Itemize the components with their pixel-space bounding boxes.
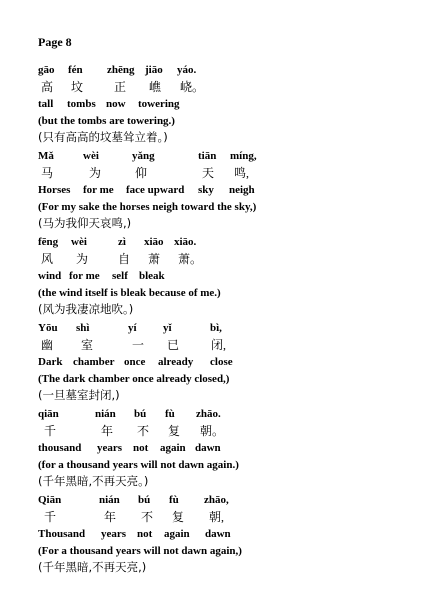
pinyin-line [38, 148, 418, 165]
chinese-translation: (只有高高的坟墓耸立着。) [38, 130, 168, 144]
hanzi-char: 室 [81, 338, 94, 352]
hanzi-char: 不 [141, 510, 154, 524]
pinyin-line [38, 62, 418, 79]
hanzi-char: 朝。 [200, 424, 225, 438]
hanzi-char: 萧。 [178, 252, 203, 266]
hanzi-char: 嶕 [149, 80, 162, 94]
stanza-5 [38, 406, 418, 489]
gloss-word: Dark [38, 356, 63, 368]
pinyin-word: bú [134, 408, 147, 420]
hanzi-char: 一 [132, 338, 145, 352]
pinyin-word: bú [138, 494, 151, 506]
chinese-translation: (风为我凄凉地吹。) [38, 302, 134, 316]
hanzi-line [38, 79, 418, 96]
hanzi-char: 为 [89, 166, 102, 180]
pinyin-word: zhāo. [196, 408, 221, 420]
hanzi-char: 年 [104, 510, 117, 524]
hanzi-char: 仰 [135, 166, 148, 180]
stanza-6 [38, 492, 418, 575]
hanzi-char: 年 [101, 424, 114, 438]
gloss-word: again [164, 528, 190, 540]
hanzi-char: 千 [44, 424, 57, 438]
gloss-line [38, 526, 418, 543]
pinyin-word: yǎng [132, 150, 155, 162]
stanza-3 [38, 234, 418, 317]
hanzi-line [38, 337, 418, 354]
pinyin-word: nián [99, 494, 120, 506]
pinyin-line [38, 320, 418, 337]
hanzi-char: 高 [41, 80, 54, 94]
hanzi-char: 萧 [148, 252, 161, 266]
hanzi-char: 自 [118, 252, 131, 266]
pinyin-word: shì [76, 322, 90, 334]
page-title: Page 8 [38, 35, 72, 49]
hanzi-char: 复 [168, 424, 181, 438]
hanzi-char: 峣。 [180, 80, 205, 94]
pinyin-word: gāo [38, 64, 55, 76]
gloss-line [38, 440, 418, 457]
pinyin-word: zì [118, 236, 126, 248]
gloss-word: again [160, 442, 186, 454]
chinese-translation: (马为我仰天哀鸣,) [38, 216, 132, 230]
gloss-word: tall [38, 98, 54, 110]
pinyin-word: míng, [230, 150, 257, 162]
gloss-line [38, 96, 418, 113]
hanzi-char: 为 [76, 252, 89, 266]
pinyin-word: nián [95, 408, 116, 420]
pinyin-line [38, 492, 418, 509]
gloss-word: for me [83, 184, 114, 196]
gloss-word: not [137, 528, 153, 540]
stanza-4 [38, 320, 418, 403]
stanza-1 [38, 62, 418, 145]
gloss-word: wind [38, 270, 62, 282]
hanzi-line [38, 509, 418, 526]
english-translation: (the wind itself is bleak because of me.) [38, 287, 221, 299]
gloss-word: for me [69, 270, 100, 282]
english-translation: (The dark chamber once already closed,) [38, 373, 230, 385]
hanzi-char: 马 [41, 166, 54, 180]
pinyin-word: qiān [38, 408, 59, 420]
gloss-word: dawn [195, 442, 221, 454]
stanza-2 [38, 148, 418, 231]
pinyin-word: Qiān [38, 494, 62, 506]
gloss-word: neigh [229, 184, 255, 196]
hanzi-char: 正 [114, 80, 127, 94]
hanzi-char: 已 [167, 338, 180, 352]
gloss-word: thousand [38, 442, 82, 454]
gloss-word: self [112, 270, 128, 282]
pinyin-word: Yōu [38, 322, 58, 334]
pinyin-word: yí [128, 322, 137, 334]
pinyin-word: zhāo, [204, 494, 229, 506]
hanzi-char: 天 [202, 166, 215, 180]
pinyin-word: fù [169, 494, 179, 506]
chinese-translation: (千年黑暗,不再天亮,) [38, 560, 147, 574]
gloss-word: tombs [67, 98, 96, 110]
pinyin-word: yáo. [177, 64, 197, 76]
pinyin-word: xiāo [144, 236, 164, 248]
gloss-word: Horses [38, 184, 71, 196]
hanzi-char: 复 [172, 510, 185, 524]
gloss-word: years [97, 442, 123, 454]
english-translation: (For my sake the horses neigh toward the sky,) [38, 201, 257, 213]
gloss-word: years [101, 528, 127, 540]
gloss-word: close [210, 356, 233, 368]
chinese-translation: (一旦墓室封闭,) [38, 388, 120, 402]
gloss-word: Thousand [38, 528, 86, 540]
pinyin-word: wèi [83, 150, 99, 162]
gloss-word: face upward [126, 184, 185, 196]
gloss-word: once [124, 356, 146, 368]
gloss-word: not [133, 442, 149, 454]
hanzi-char: 风 [41, 252, 54, 266]
pinyin-word: wèi [71, 236, 87, 248]
chinese-translation: (千年黑暗,不再天亮。) [38, 474, 149, 488]
pinyin-word: tiān [198, 150, 217, 162]
gloss-word: sky [198, 184, 214, 196]
pinyin-word: fēng [38, 236, 59, 248]
pinyin-word: bì, [210, 322, 222, 334]
gloss-line [38, 354, 418, 371]
hanzi-char: 不 [137, 424, 150, 438]
hanzi-char: 千 [44, 510, 57, 524]
gloss-line [38, 268, 418, 285]
hanzi-char: 坟 [71, 80, 84, 94]
pinyin-word: xiāo. [174, 236, 197, 248]
hanzi-char: 幽 [41, 338, 54, 352]
pinyin-word: fù [165, 408, 175, 420]
gloss-word: dawn [205, 528, 231, 540]
gloss-word: bleak [139, 270, 165, 282]
hanzi-char: 朝, [209, 510, 225, 524]
pinyin-word: zhēng [107, 64, 135, 76]
english-translation: (for a thousand years will not dawn again.) [38, 459, 239, 471]
gloss-word: towering [138, 98, 180, 110]
pinyin-word: yǐ [163, 322, 172, 334]
pinyin-line [38, 406, 418, 423]
pinyin-line [38, 234, 418, 251]
pinyin-word: Mǎ [38, 150, 54, 162]
pinyin-word: fén [68, 64, 83, 76]
gloss-word: chamber [73, 356, 115, 368]
gloss-line [38, 182, 418, 199]
pinyin-word: jiāo [145, 64, 163, 76]
english-translation: (For a thousand years will not dawn again,) [38, 545, 242, 557]
hanzi-char: 闭, [211, 338, 227, 352]
hanzi-char: 鸣, [234, 166, 250, 180]
gloss-word: now [106, 98, 126, 110]
gloss-word: already [158, 356, 194, 368]
hanzi-line [38, 251, 418, 268]
hanzi-line [38, 423, 418, 440]
english-translation: (but the tombs are towering.) [38, 115, 175, 127]
hanzi-line [38, 165, 418, 182]
